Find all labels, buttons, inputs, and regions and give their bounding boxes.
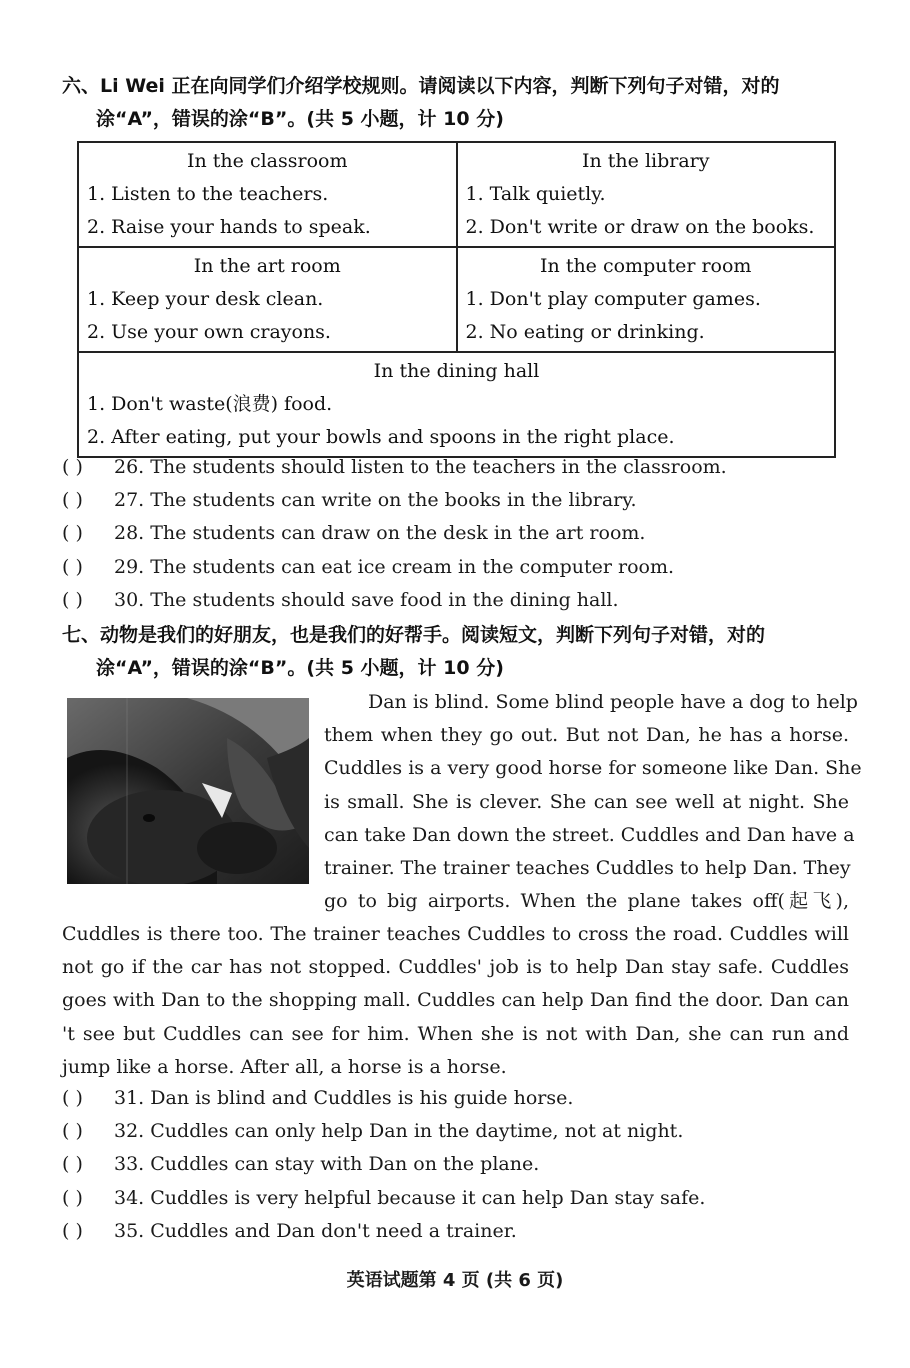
question-item xyxy=(62,1215,862,1248)
answer-blank[interactable]: ( ) xyxy=(62,1087,83,1109)
rules-title-dining-hall: In the dining hall xyxy=(373,360,540,382)
question-item xyxy=(62,517,862,550)
question-text: 34. Cuddles is very helpful because it can help Dan stay safe. xyxy=(114,1186,706,1209)
section-7-questions xyxy=(62,1082,862,1248)
section-6-heading-line1: 六、Li Wei 正在向同学们介绍学校规则。请阅读以下内容，判断下列句子对错，对的 xyxy=(62,75,780,97)
section-6-heading-line2: 涂“A”，错误的涂“B”。(共 5 小题，计 10 分) xyxy=(96,108,504,130)
question-text: 32. Cuddles can only help Dan in the daytime, not at night. xyxy=(114,1120,684,1143)
rules-line: 2. Raise your hands to speak. xyxy=(87,216,371,238)
answer-blank[interactable]: ( ) xyxy=(62,1219,83,1242)
rules-line: 1. Don't play computer games. xyxy=(465,288,761,310)
passage-line: Cuddles is a very good horse for someone like Dan. She xyxy=(324,757,862,780)
question-text: 35. Cuddles and Dan don't need a trainer. xyxy=(114,1219,517,1242)
passage-line: go to big airports. When the plane takes off(起飞), xyxy=(324,890,849,913)
rules-line: 2. After eating, put your bowls and spoons in the right place. xyxy=(87,426,675,448)
rules-line: 1. Don't waste(浪费) food. xyxy=(87,393,333,415)
question-text: 27. The students can write on the books in the library. xyxy=(114,489,637,512)
horse-photo xyxy=(67,698,309,884)
question-item xyxy=(62,584,862,617)
rules-title-classroom: In the classroom xyxy=(187,150,348,172)
rules-line: 1. Talk quietly. xyxy=(465,183,606,205)
passage-right-column xyxy=(324,686,862,918)
page-footer: 英语试题第 4 页 (共 6 页) xyxy=(346,1270,564,1291)
answer-blank[interactable]: ( ) xyxy=(62,456,83,478)
question-item xyxy=(62,1182,862,1215)
question-item xyxy=(62,551,862,584)
question-text: 26. The students should listen to the teachers in the classroom. xyxy=(114,456,727,478)
passage-line: 't see but Cuddles can see for him. When she is not with Dan, she can run and xyxy=(62,1022,849,1045)
section-7-heading-line2: 涂“A”，错误的涂“B”。(共 5 小题，计 10 分) xyxy=(96,657,504,679)
question-item xyxy=(62,1115,862,1148)
rules-title-computer-room: In the computer room xyxy=(540,255,752,277)
rules-cell-computer-room xyxy=(457,247,836,352)
rules-cell-art-room xyxy=(78,247,457,352)
question-text: 31. Dan is blind and Cuddles is his guide horse. xyxy=(114,1087,574,1109)
section-7-heading xyxy=(62,619,852,685)
question-text: 33. Cuddles can stay with Dan on the plane. xyxy=(114,1153,540,1176)
answer-blank[interactable]: ( ) xyxy=(62,522,83,545)
rules-line: 1. Listen to the teachers. xyxy=(87,183,329,205)
passage-line: them when they go out. But not Dan, he has a horse. xyxy=(324,724,849,747)
rules-title-library: In the library xyxy=(582,150,710,172)
rules-cell-classroom xyxy=(78,142,457,247)
answer-blank[interactable]: ( ) xyxy=(62,1186,83,1209)
passage-line: Cuddles is there too. The trainer teaches Cuddles to cross the road. Cuddles will xyxy=(62,923,849,945)
question-item xyxy=(62,484,862,517)
answer-blank[interactable]: ( ) xyxy=(62,1153,83,1176)
question-text: 28. The students can draw on the desk in the art room. xyxy=(114,522,646,545)
question-item xyxy=(62,1148,862,1181)
section-6-questions xyxy=(62,451,862,617)
passage-line: not go if the car has not stopped. Cuddles' job is to help Dan stay safe. Cuddles xyxy=(62,956,849,979)
passage-line: Dan is blind. Some blind people have a dog to help xyxy=(368,691,858,713)
answer-blank[interactable]: ( ) xyxy=(62,489,83,512)
answer-blank[interactable]: ( ) xyxy=(62,588,83,611)
passage-line: is small. She is clever. She can see well at night. She xyxy=(324,790,849,813)
answer-blank[interactable]: ( ) xyxy=(62,1120,83,1143)
answer-blank[interactable]: ( ) xyxy=(62,555,83,578)
question-item xyxy=(62,451,862,484)
passage-line: can take Dan down the street. Cuddles and Dan have a xyxy=(324,823,855,846)
rules-cell-dining-hall xyxy=(78,352,835,457)
rules-line: 2. Use your own crayons. xyxy=(87,321,331,343)
rules-line: 1. Keep your desk clean. xyxy=(87,288,324,310)
rules-line: 2. Don't write or draw on the books. xyxy=(465,216,815,238)
question-text: 29. The students can eat ice cream in the computer room. xyxy=(114,555,675,578)
passage-line: goes with Dan to the shopping mall. Cuddles can help Dan find the door. Dan can xyxy=(62,989,849,1012)
passage-line: jump like a horse. After all, a horse is a horse. xyxy=(62,1055,507,1078)
rules-cell-library xyxy=(457,142,836,247)
rules-line: 2. No eating or drinking. xyxy=(465,321,705,343)
section-6-heading xyxy=(62,70,852,136)
question-item xyxy=(62,1082,862,1115)
school-rules-table xyxy=(77,141,836,458)
passage-line: trainer. The trainer teaches Cuddles to help Dan. They xyxy=(324,857,851,880)
rules-title-art-room: In the art room xyxy=(193,255,341,277)
section-7-heading-line1: 七、动物是我们的好朋友，也是我们的好帮手。阅读短文，判断下列句子对错，对的 xyxy=(62,624,766,646)
question-text: 30. The students should save food in the dining hall. xyxy=(114,588,619,611)
passage-full-width xyxy=(62,918,849,1084)
